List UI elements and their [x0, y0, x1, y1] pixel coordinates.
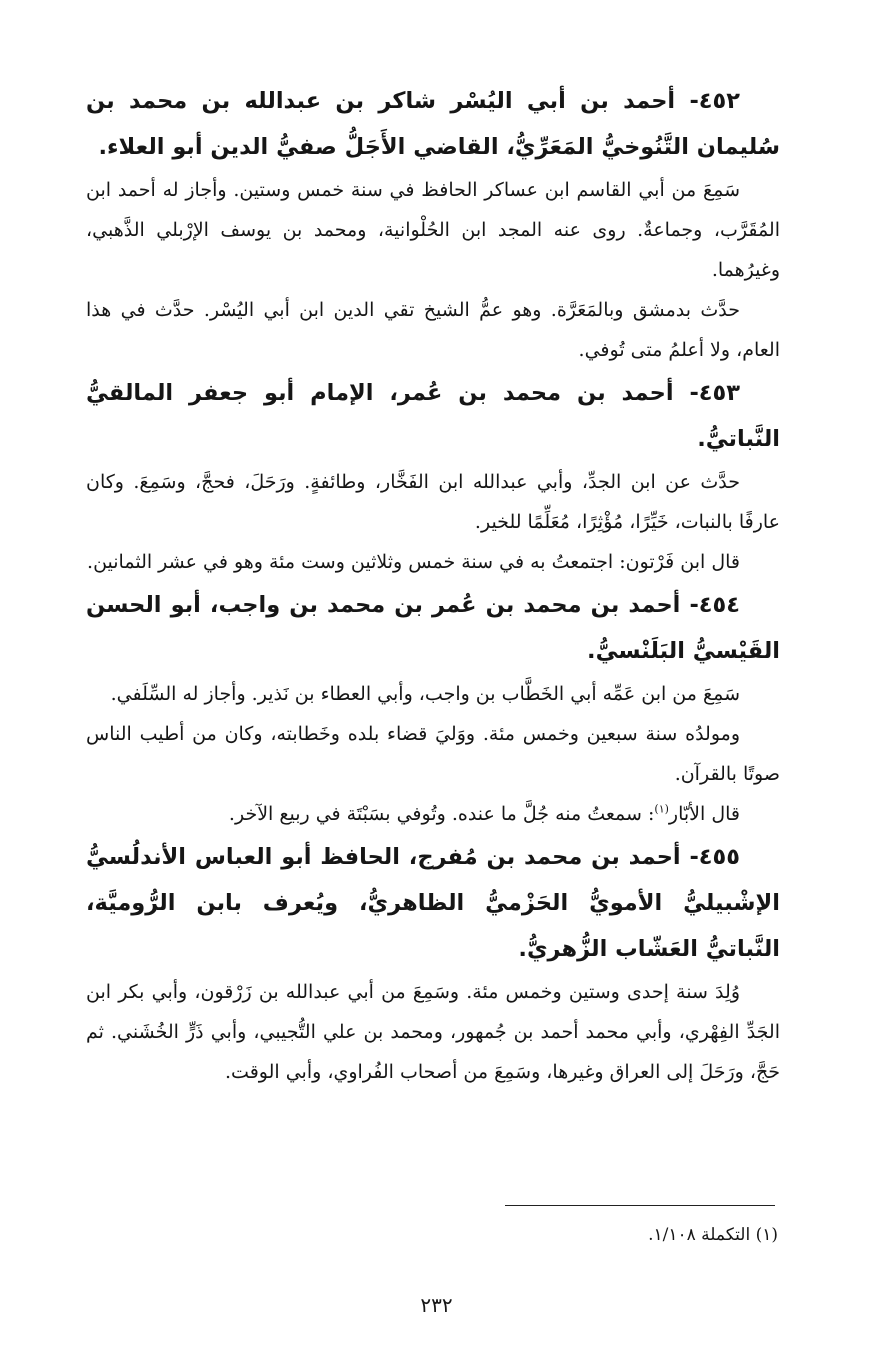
quote-attribution: قال الأبّار: [668, 803, 740, 825]
entry-452-paragraph-1: سَمِعَ من أبي القاسم ابن عساكر الحافظ في سنة خمس وستين. وأجاز له أحمد ابن المُقَرَّب، وجماعةٌ. روى عنه المجد ابن الحُلْوانية، ومحمد بن يوسف الإرْبلي الذَّهبي، وغيرُهما.: [86, 179, 780, 281]
page-body: [86, 78, 780, 1092]
entry-heading-452: ٤٥٢- أحمد بن أبي اليُسْر شاكر بن عبدالله بن محمد بن سُليمان التَّنُوخيُّ المَعَرِّيُّ، القاضي الأَجَلُّ صفيُّ الدين أبو العلاء.: [86, 88, 780, 160]
entry-455-paragraph-1: وُلِدَ سنة إحدى وستين وخمس مئة. وسَمِعَ من أبي عبدالله بن زَرْقون، وأبي بكر ابن الجَدِّ الفِهْري، وأبي محمد أحمد بن جُمهور، ومحمد بن علي التُّجيبي، وأبي ذَرٍّ الخُشَني. ثم حَجَّ، ورَحَلَ إلى العراق وغيرها، وسَمِعَ من أصحاب الفُراوي، وأبي الوقت.: [86, 981, 780, 1083]
entry-heading-454: ٤٥٤- أحمد بن محمد بن عُمر بن محمد بن واجب، أبو الحسن القَيْسيُّ البَلَنْسيُّ.: [86, 592, 780, 664]
page-number: ٢٣٢: [420, 1293, 453, 1317]
footnote: (١) التكملة ١/١٠٨.: [648, 1225, 778, 1245]
entry-453-paragraph-2: قال ابن فَرْتون: اجتمعتُ به في سنة خمس وثلاثين وست مئة وهو في عشر الثمانين.: [87, 551, 740, 573]
entry-452-paragraph-2: حدَّث بدمشق وبالمَعَرَّة. وهو عمُّ الشيخ تقي الدين ابن أبي اليُسْر. حدَّث في هذا العام، ولا أعلمُ متى تُوفي.: [86, 299, 780, 361]
footnote-reference-mark[interactable]: (١): [654, 802, 669, 816]
entry-453-paragraph-1: حدَّث عن ابن الجدِّ، وأبي عبدالله ابن الفَخَّار، وطائفةٍ. ورَحَلَ، فحجَّ، وسَمِعَ. وكان عارفًا بالنبات، خَيِّرًا، مُؤْثِرًا، مُعَلِّمًا للخير.: [86, 471, 780, 533]
entry-heading-455: ٤٥٥- أحمد بن محمد بن مُفرج، الحافظ أبو العباس الأندلُسيُّ الإشْبيليُّ الأمويُّ الحَزْميُّ الظاهريُّ، ويُعرف بابن الرُّوميَّة، النَّباتيُّ العَشّاب الزُّهريُّ.: [86, 844, 780, 962]
footnote-divider: [505, 1205, 775, 1206]
entry-heading-453: ٤٥٣- أحمد بن محمد بن عُمر، الإمام أبو جعفر المالقيُّ النَّباتيُّ.: [86, 380, 780, 452]
entry-454-paragraph-1: سَمِعَ من ابن عَمِّه أبي الخَطَّاب بن واجب، وأبي العطاء بن نَذير. وأجاز له السِّلَفي.: [110, 683, 740, 705]
entry-454-paragraph-2: ومولدُه سنة سبعين وخمس مئة. ووَليَ قضاء بلده وخَطابته، وكان من أطيب الناس صوتًا بالقرآن.: [86, 723, 780, 785]
quote-text: : سمعتُ منه جُلَّ ما عنده. وتُوفي بسَبْتَة في ربيع الآخر.: [228, 803, 655, 825]
entry-454-quote: [86, 794, 780, 834]
